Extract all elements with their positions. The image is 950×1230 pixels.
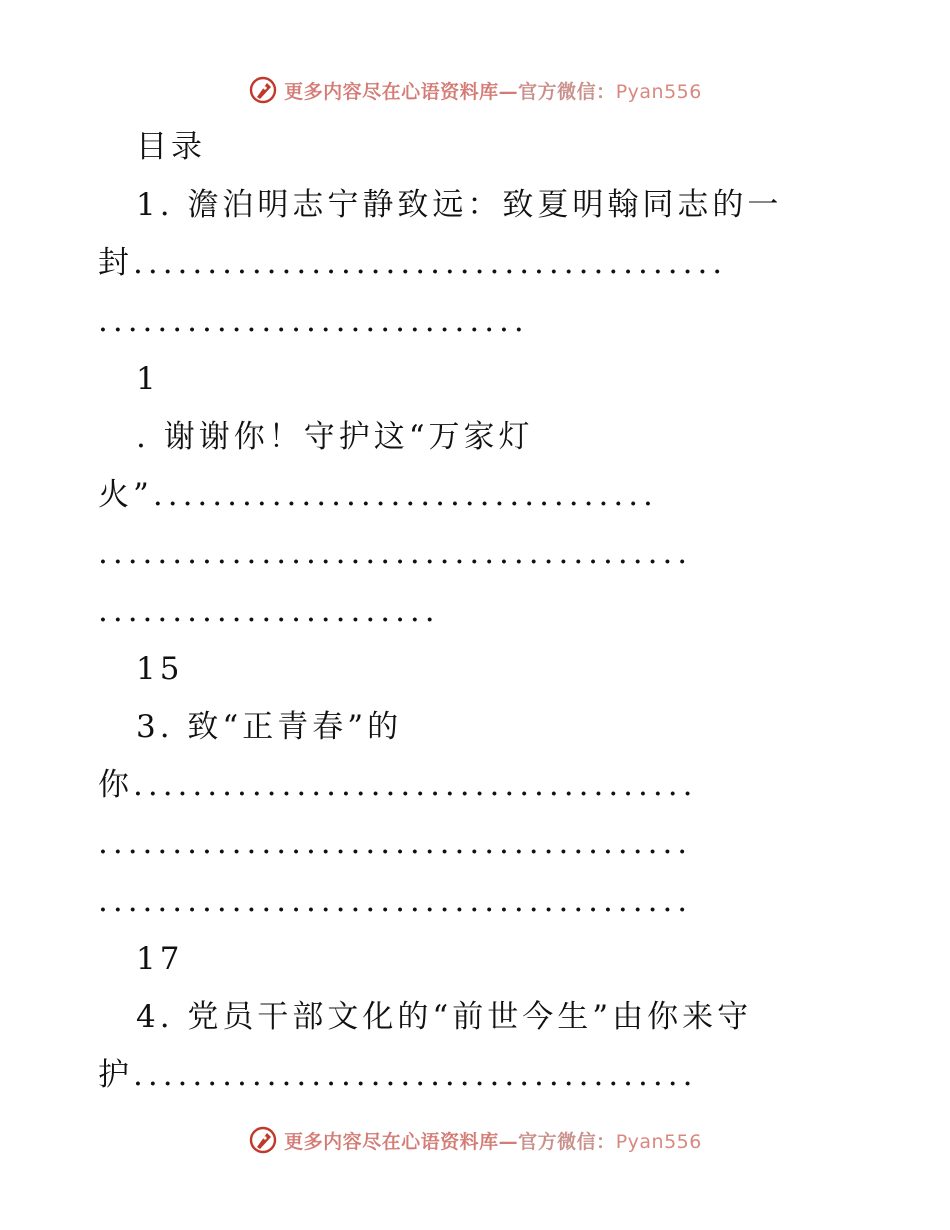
toc-entry-1-leader[interactable] bbox=[98, 234, 727, 292]
toc-entry-4-title-cont: 护 bbox=[98, 1057, 133, 1093]
dot-leader-line: ............................. bbox=[98, 303, 529, 339]
watermark-text bbox=[284, 77, 702, 104]
toc-entry-2-leader[interactable] bbox=[98, 466, 658, 524]
watermark-dash: — bbox=[498, 1130, 519, 1153]
toc-entry-3-title-cont: 你 bbox=[98, 767, 133, 803]
toc-entry-2-title[interactable]: . 谢谢你！守护这“万家灯 bbox=[136, 419, 534, 455]
toc-entry-4-leader[interactable] bbox=[98, 1046, 697, 1104]
watermark-main: 更多内容尽在心语资料库 bbox=[284, 1130, 499, 1153]
dot-leader-line: ....................... bbox=[98, 593, 440, 629]
watermark-footer bbox=[0, 1120, 950, 1160]
pen-nib-logo-icon bbox=[248, 75, 278, 105]
dot-leader-line: ........................................ bbox=[98, 883, 693, 919]
dot-leader: ...................................... bbox=[133, 1057, 698, 1093]
toc-entry-4-title[interactable]: 4. 党员干部文化的“前世今生”由你来守 bbox=[136, 999, 753, 1035]
dot-leader: ........................................ bbox=[133, 245, 728, 281]
watermark-main: 更多内容尽在心语资料库 bbox=[284, 80, 499, 103]
toc-entry-2-title-cont: 火” bbox=[98, 477, 153, 513]
toc-heading: 目录 bbox=[136, 129, 206, 165]
watermark-dash: — bbox=[498, 80, 519, 103]
watermark-text bbox=[284, 1127, 702, 1154]
dot-leader-line: ........................................ bbox=[98, 825, 693, 861]
watermark-wechat-id: Pyan556 bbox=[615, 1130, 702, 1153]
toc-entry-3-leader[interactable] bbox=[98, 756, 697, 814]
toc-entry-3-title[interactable]: 3. 致“正青春”的 bbox=[136, 709, 403, 745]
pen-nib-logo-icon bbox=[248, 1125, 278, 1155]
toc-entry-1-title-cont: 封 bbox=[98, 245, 133, 281]
dot-leader: ...................................... bbox=[133, 767, 698, 803]
dot-leader-line: ........................................ bbox=[98, 535, 693, 571]
toc-entry-1-page[interactable]: 1 bbox=[136, 361, 160, 397]
toc-entry-3-page[interactable]: 17 bbox=[136, 941, 184, 977]
watermark-header bbox=[0, 70, 950, 110]
toc-entry-1-title[interactable]: 1. 澹泊明志宁静致远：致夏明翰同志的一 bbox=[136, 187, 783, 223]
dot-leader: .................................. bbox=[152, 477, 658, 513]
watermark-wechat-id: Pyan556 bbox=[615, 80, 702, 103]
watermark-label: 官方微信： bbox=[518, 1130, 616, 1153]
watermark-label: 官方微信： bbox=[518, 80, 616, 103]
toc-entry-2-page[interactable]: 15 bbox=[136, 651, 184, 687]
